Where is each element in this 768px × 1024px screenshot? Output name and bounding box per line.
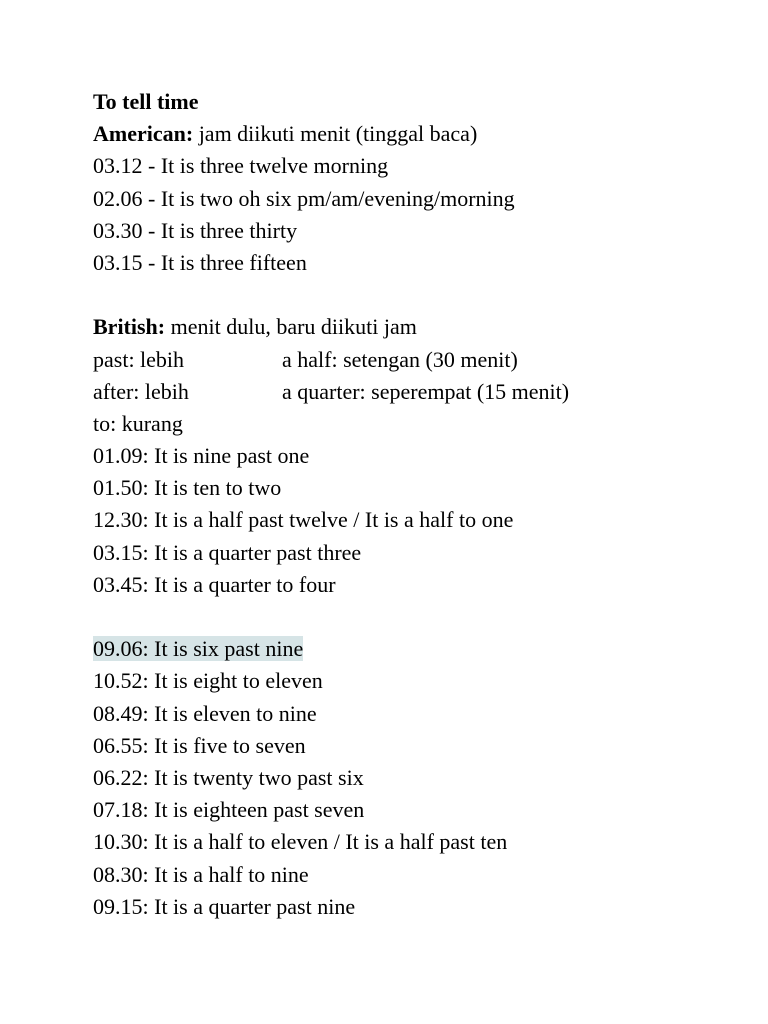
american-example: 03.12 - It is three twelve morning: [93, 153, 389, 179]
vocab-term: to: kurang: [93, 410, 183, 436]
american-example: 03.30 - It is three thirty: [93, 217, 298, 243]
highlighted-example: 09.06: It is six past nine: [93, 636, 304, 662]
british-description: menit dulu, baru diikuti jam: [165, 314, 417, 340]
british-example: 01.50: It is ten to two: [93, 475, 282, 501]
vocab-term: after: lebih: [93, 378, 189, 404]
practice-example: 09.15: It is a quarter past nine: [93, 893, 356, 919]
american-example: 02.06 - It is two oh six pm/am/evening/morning: [93, 185, 515, 211]
vocab-row: [93, 344, 733, 376]
vocab-row: [93, 376, 733, 408]
document-title: To tell time: [93, 89, 199, 114]
spacer: [93, 601, 733, 633]
practice-example: 10.30: It is a half to eleven / It is a half past ten: [93, 829, 508, 855]
american-description: jam diikuti menit (tinggal baca): [193, 121, 478, 147]
practice-example: 07.18: It is eighteen past seven: [93, 797, 365, 823]
american-label: American:: [93, 121, 194, 147]
vocab-term: a quarter: seperempat (15 menit): [282, 378, 570, 404]
american-example: 03.15 - It is three fifteen: [93, 249, 307, 275]
vocab-row: [93, 408, 733, 440]
american-heading: [93, 118, 733, 150]
practice-example: 08.30: It is a half to nine: [93, 861, 309, 887]
document-page: [93, 86, 733, 923]
vocab-term: past: lebih: [93, 346, 185, 372]
british-example: 12.30: It is a half past twelve / It is a half to one: [93, 507, 514, 533]
british-example: 03.45: It is a quarter to four: [93, 571, 336, 597]
british-example: 01.09: It is nine past one: [93, 443, 310, 469]
british-label: British:: [93, 314, 166, 340]
british-heading: [93, 311, 733, 343]
practice-example: 08.49: It is eleven to nine: [93, 700, 317, 726]
practice-example: 06.55: It is five to seven: [93, 732, 306, 758]
practice-row: [93, 633, 733, 665]
vocab-term: a half: setengan (30 menit): [282, 346, 518, 372]
practice-example: 06.22: It is twenty two past six: [93, 764, 364, 790]
british-example: 03.15: It is a quarter past three: [93, 539, 362, 565]
practice-example: 10.52: It is eight to eleven: [93, 668, 323, 694]
spacer: [93, 279, 733, 311]
